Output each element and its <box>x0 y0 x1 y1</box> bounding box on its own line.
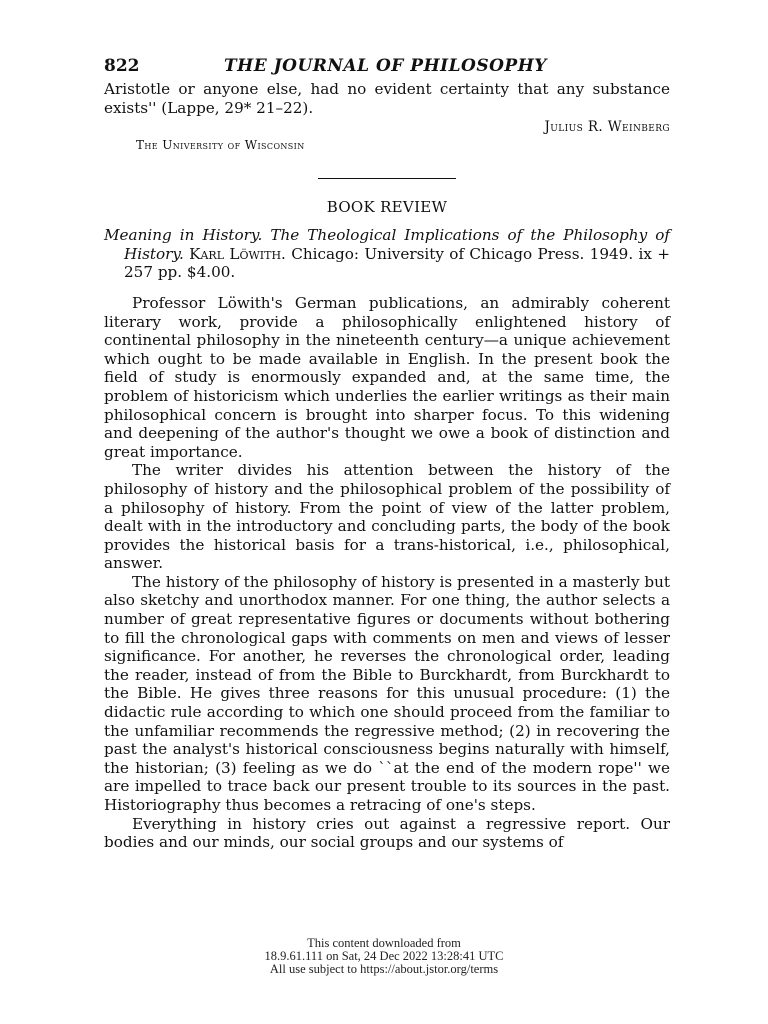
book-title: Meaning in History. The Theological Implications of the Philosophy of History. <box>104 226 670 263</box>
section-divider <box>318 178 456 179</box>
download-notice-line: 18.9.61.111 on Sat, 24 Dec 2022 13:28:41 UTC <box>264 949 504 963</box>
author-affiliation: The University of Wisconsin <box>136 138 305 153</box>
download-notice <box>0 937 768 976</box>
review-body <box>104 294 670 852</box>
review-paragraph: Professor Löwith's German publications, an admirably coherent literary work, provide a philosophically enlightened history of continental philosophy in the nineteenth century—a unique achievement which ought to be made available in English. In the present book the field of study is enormously expanded and, at the same time, the problem of historicism which underlies the earlier writings as their main philosophical concern is brought into sharper focus. To this widening and deepening of the author's thought we owe a book of distinction and great importance. <box>104 293 670 461</box>
download-notice-line: All use subject to https://about.jstor.org/terms <box>269 962 499 976</box>
review-paragraph: The writer divides his attention between the history of the philosophy of history and the philosophical problem of the possibility of a philosophy of history. From the point of view of the latter problem, dealt with in the introductory and concluding parts, the body of the book provides the historical basis for a trans-historical, i.e., philosophical, answer. <box>104 461 670 573</box>
running-head <box>104 52 670 80</box>
book-citation <box>104 226 670 282</box>
previous-article-closing-text: Aristotle or anyone else, had no evident certainty that any substance exists'' (Lappe, 29* 21–22). <box>104 80 670 117</box>
download-notice-line: This content downloaded from <box>307 936 461 950</box>
page-number: 822 <box>104 56 140 76</box>
journal-title: THE JOURNAL OF PHILOSOPHY <box>224 56 547 76</box>
journal-page <box>104 52 670 852</box>
book-author: Karl Löwith. <box>189 244 286 263</box>
review-paragraph: The history of the philosophy of history is presented in a masterly but also sketchy and unorthodox manner. For one thing, the author selects a number of great representative figures or documents without bothering to fill the chronological gaps with comments on men and views of lesser significance. For another, he reverses the chronological order, leading the reader, instead of from the Bible to Burckhardt, from Burckhardt to the Bible. He gives three reasons for this unusual procedure: (1) the didactic rule according to which one should proceed from the familiar to the unfamiliar recommends the regressive method; (2) in recovering the past the analyst's historical consciousness begins naturally with himself, the historian; (3) feeling as we do ``at the end of the modern rope'' we are impelled to trace back our present trouble to its sources in the past. Historiography thus becomes a retracing of one's steps. <box>104 572 670 814</box>
review-paragraph: Everything in history cries out against a regressive report. Our bodies and our minds, our social groups and our systems of <box>104 814 670 852</box>
section-heading: BOOK REVIEW <box>326 198 448 217</box>
book-publication: Chicago: University of Chicago Press. 1949. ix + 257 pp. $4.00. <box>124 244 670 282</box>
author-signature: Julius R. Weinberg <box>544 119 670 136</box>
